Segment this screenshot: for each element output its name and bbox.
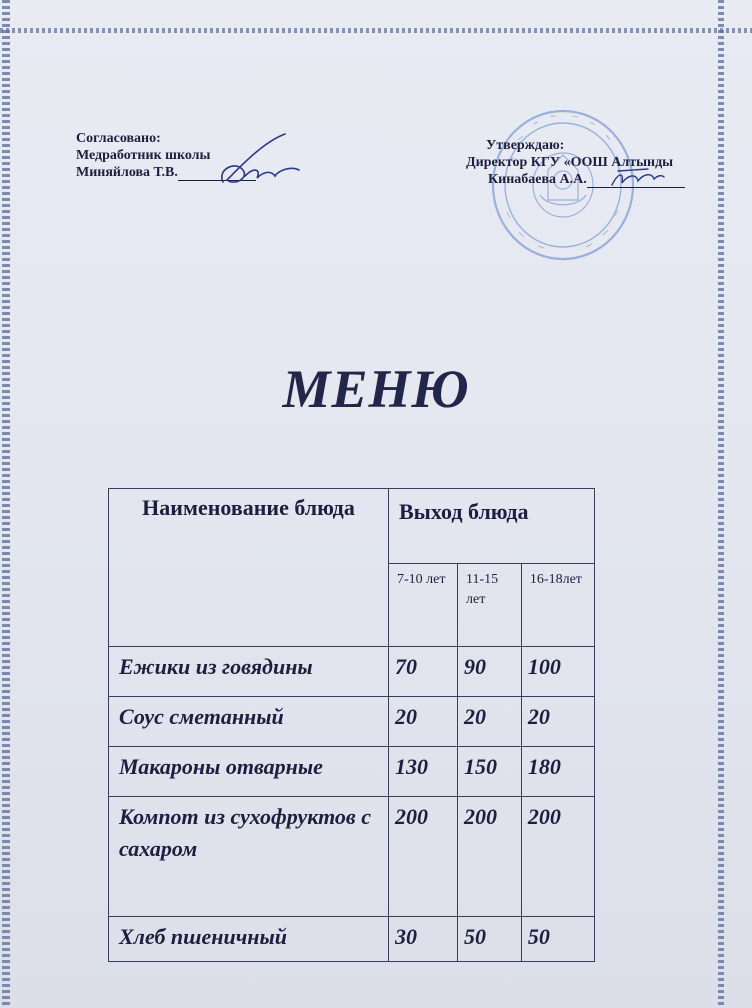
portion-value: 200: [389, 797, 458, 917]
age-group-header: 16-18лет: [521, 564, 594, 647]
portion-value: 200: [458, 797, 522, 917]
portion-value: 20: [521, 697, 594, 747]
table-row: [109, 647, 595, 697]
age-group-header: 11-15 лет: [458, 564, 522, 647]
dish-name: Соус сметанный: [109, 697, 389, 747]
director-name: Кинабаева А.А.: [488, 172, 587, 187]
portion-value: 70: [389, 647, 458, 697]
portion-value: 90: [458, 647, 522, 697]
table-row: [109, 797, 595, 917]
portion-value: 100: [521, 647, 594, 697]
portion-value: 20: [389, 697, 458, 747]
table-row: [109, 697, 595, 747]
portion-value: 50: [458, 917, 522, 962]
medic-position: Медработник школы: [76, 148, 211, 163]
portion-value: 180: [521, 747, 594, 797]
portion-value: 50: [521, 917, 594, 962]
director-signature: [608, 165, 668, 193]
dish-name: Компот из сухофруктов с сахаром: [109, 797, 389, 917]
page-title: МЕНЮ: [282, 359, 470, 419]
dish-name: Хлеб пшеничный: [109, 917, 389, 962]
age-group-header: 7-10 лет: [389, 564, 458, 647]
portion-value: 130: [389, 747, 458, 797]
portion-value: 150: [458, 747, 522, 797]
portion-value: 200: [521, 797, 594, 917]
decorative-border-right: [718, 0, 724, 1008]
dish-name: Макароны отварные: [109, 747, 389, 797]
table-row: [109, 917, 595, 962]
portion-value: 30: [389, 917, 458, 962]
medic-name: Миняйлова Т.В.: [76, 165, 178, 180]
portion-value: 20: [458, 697, 522, 747]
dish-name: Ежики из говядины: [109, 647, 389, 697]
decorative-border-left: [2, 0, 10, 1008]
menu-table: [108, 488, 595, 962]
agreed-label: Согласовано:: [76, 131, 161, 146]
column-header-output: Выход блюда: [389, 489, 595, 564]
column-header-name: Наименование блюда: [109, 489, 389, 647]
medic-signature: [205, 130, 305, 192]
decorative-border-top: [0, 28, 752, 33]
approved-label: Утверждаю:: [486, 138, 565, 153]
director-position: Директор КГУ «ООШ Алтынды: [466, 155, 674, 170]
table-row: [109, 747, 595, 797]
